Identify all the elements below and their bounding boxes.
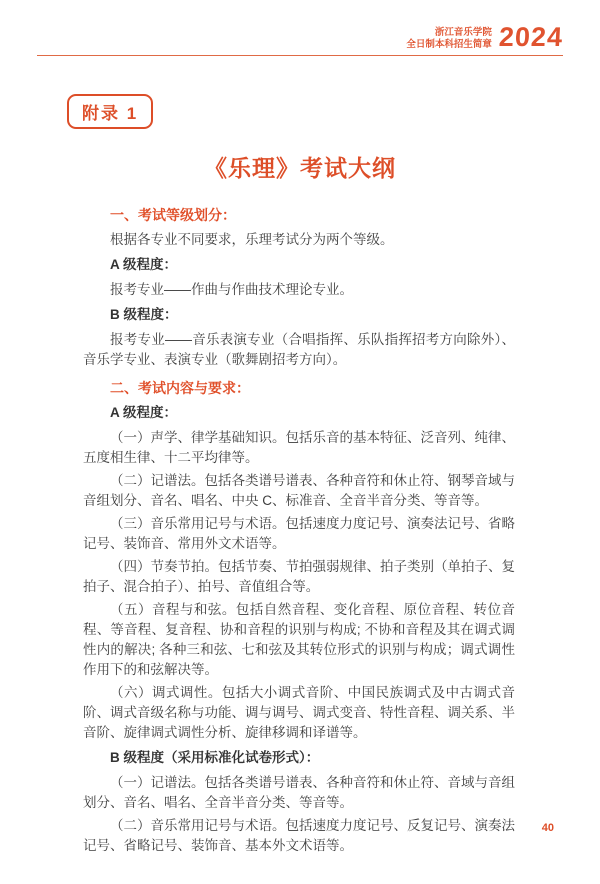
subheading-level-b-content: B 级程度（采用标准化试卷形式）： xyxy=(110,750,320,765)
paragraph-a-item-1: （一）声学、律学基础知识。包括乐音的基本特征、泛音列、纯律、五度相生律、十二平均律等。 xyxy=(83,430,515,465)
header-org-line1: 浙江音乐学院 xyxy=(434,27,492,38)
subheading-level-a-content: A 级程度： xyxy=(110,405,177,420)
subheading-level-b: B 级程度： xyxy=(110,307,178,322)
header-organization xyxy=(406,27,492,50)
document-title: 《乐理》考试大纲 xyxy=(204,155,396,181)
header-year: 2024 xyxy=(498,22,564,52)
paragraph-a-item-3: （三）音乐常用记号与术语。包括速度力度记号、演奏法记号、省略记号、装饰音、常用外文术语等。 xyxy=(83,516,515,551)
document-body xyxy=(83,197,515,859)
paragraph-a-item-4: （四）节奏节拍。包括节奏、节拍强弱规律、拍子类别（单拍子、复拍子、混合拍子）、拍号、音值组合等。 xyxy=(83,559,515,594)
page-number: 40 xyxy=(541,822,554,834)
appendix-badge: 附录 1 xyxy=(67,94,153,129)
paragraph-b-item-2: （二）音乐常用记号与术语。包括速度力度记号、反复记号、演奏法记号、省略记号、装饰音、基本外文术语等。 xyxy=(83,818,515,853)
paragraph-level-a-majors: 报考专业——作曲与作曲技术理论专业。 xyxy=(110,282,353,297)
paragraph-level-b-majors: 报考专业——音乐表演专业（合唱指挥、乐队指挥招考方向除外）、音乐学专业、表演专业（歌舞剧招考方向）。 xyxy=(83,332,515,367)
paragraph-a-item-2: （二）记谱法。包括各类谱号谱表、各种音符和休止符、钢琴音域与音组划分、音名、唱名、中央 C、标准音、全音半音分类、等音等。 xyxy=(83,473,515,508)
header-org-line2: 全日制本科招生简章 xyxy=(406,38,492,50)
paragraph-intro: 根据各专业不同要求，乐理考试分为两个等级。 xyxy=(110,232,394,247)
section-heading-exam-levels: 一、考试等级划分： xyxy=(110,207,236,223)
paragraph-a-item-6: （六）调式调性。包括大小调式音阶、中国民族调式及中古调式音阶、调式音级名称与功能、调与调号、调式变音、特性音程、调关系、半音阶、旋律调式调性分析、旋律移调和译谱等。 xyxy=(83,685,515,740)
paragraph-b-item-1: （一）记谱法。包括各类谱号谱表、各种音符和休止符、音域与音组划分、音名、唱名、全音半音分类、等音等。 xyxy=(83,775,515,810)
section-heading-exam-content: 二、考试内容与要求： xyxy=(110,380,250,396)
paragraph-a-item-5: （五）音程与和弦。包括自然音程、变化音程、原位音程、转位音程、等音程、复音程、协和音程的识别与构成; 不协和音程及其在调式调性内的解决; 各种三和弦、七和弦及其转位形式的识别与构成；调式调性作用下的和弦解决等。 xyxy=(83,602,515,677)
subheading-level-a: A 级程度： xyxy=(110,257,177,272)
page-header xyxy=(406,24,563,50)
header-divider xyxy=(37,55,563,56)
